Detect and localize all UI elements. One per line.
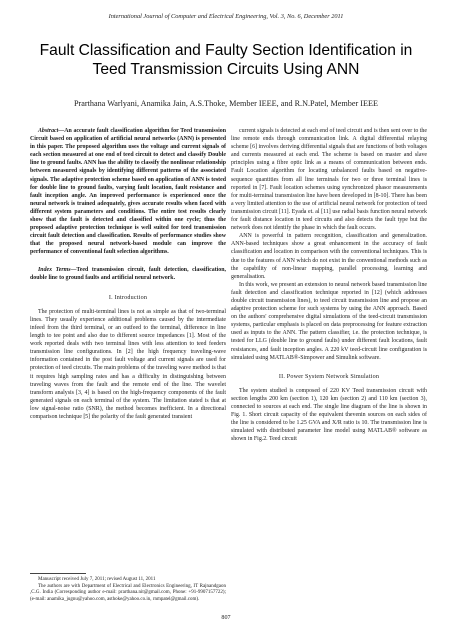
paper-title-line-2: Teed Transmission Circuits Using ANN bbox=[92, 61, 360, 78]
section-heading-simulation: II. Power System Network Simulation bbox=[278, 373, 380, 380]
footnote-divider bbox=[30, 573, 86, 574]
footnote-affiliation: The authors are with Department of Electrical and Electronics Engineering, IT Rajnandgaon ,C.G. India (Corresponding author e-mail: prarthana.nit@gmail.com, Phone: +91-9907157722); (e-mail: anamika_jugnu@yahoo.com, asthoke@yahoo.co.in, rnmpatel@gmail.com). bbox=[30, 583, 226, 602]
body-paragraph-2: ANN is powerful in pattern recognition, classification and generalization. ANN-based techniques show a great enhancement in the accuracy of fault classification and location in comparison with the conventional techniques. This is due to the features of ANN which do not exist in the conventional methods such as the capability of non-linear mapping, parallel processing, learning and generalisation. bbox=[231, 233, 427, 280]
body-paragraph-1: current signals is detected at each end of teed circuit and is then sent over to the line remote ends through communication link. A digital differential relaying scheme [6] involves deriving differential signals that are functions of both voltages and currents measured at each end. The scheme is based on master and slave principles using a fibre optic link as a means of communication between ends. Fault Location algorithm for locating unbalanced faults based on negative-sequence quantities from all line terminals for two or three terminal lines is reported in [7]. Fault location schemes using synchronized phasor measurements for multi-terminal transmission line have been developed in [8-10]. There has been a very limited attention to the use of artificial neural network for protection of teed transmission circuit [11]. Eyada et. al [11] use radial basis function neural network for fault distance location in teed circuits and also detects the fault type but the network does not identify the phase in which the fault occurs. bbox=[231, 128, 427, 232]
paper-title bbox=[20, 41, 432, 79]
intro-paragraph-1: The protection of multi-terminal lines is not as simple as that of two-terminal lines. They usually experience additional problems caused by the intermediate infeed from the third terminal, or an outfeed to the terminal, difference in line length to tee point and also due to different source impedances [1]. Most of the work reported deals with two terminal lines with less attention to teed feeders transmission line configurations. In [2] the high frequency traveling-wave information contained in the post fault voltage and current signals are used for protection of teed circuits. The main problems of the traveling wave method is that it requires high sampling rates and has a difficulty in distinguishing between traveling waves from the fault and the remote end of the line. The wavelet transform analysis [3, 4] is based on the high-frequency components of the fault generated signals on each terminal of the system. The limitation stated is that at low signal-noise ratio (SNR), the method becomes inefficient. In a directional comparison technique [5] the polarity of the fault generated transient bbox=[30, 308, 226, 420]
journal-header: International Journal of Computer and Electrical Engineering, Vol. 3, No. 6, December 2011 bbox=[108, 13, 344, 20]
page-number: 807 bbox=[221, 615, 231, 621]
abstract-label: Abstract bbox=[38, 128, 59, 134]
right-column bbox=[231, 127, 427, 443]
footnote bbox=[30, 577, 226, 603]
left-column bbox=[30, 127, 226, 421]
footnote-manuscript: Manuscript received July 7, 2011; revised August 11, 2011 bbox=[38, 577, 156, 582]
index-terms-text: —Teed transmission circuit, fault detection, classification, double line to ground faults and artificial neural network. bbox=[30, 266, 227, 281]
index-terms-label: Index Terms bbox=[38, 266, 71, 273]
section-heading-introduction: I. Introduction bbox=[108, 294, 148, 301]
paper-title-line-1: Fault Classification and Faulty Section Identification in bbox=[39, 42, 413, 59]
body-paragraph-4: The system studied is composed of 220 KV Teed transmission circuit with section lengths 200 km (section 1), 120 km (section 2) and 110 km (section 3), connected to sources at each end. The single line diagram of the line is shown in Fig. 1. Short circuit capacity of the equivalent thevenin sources on each sides of the line is considered to be 1.25 GVA and X/R ratio is 10. The transmission line is simulated with distributed parameter line model using MATLAB® software as shown in Fig.2. Teed circuit bbox=[231, 387, 427, 443]
abstract-text: —An accurate fault classification algorithm for Teed transmission Circuit based on application of artificial neural networks (ANN) is presented in this paper. The proposed algorithm uses the voltage and current signals of each section measured at one end of teed circuit to detect and classify Double line to ground faults. ANN has the ability to classify the nonlinear relationship between measured signals by identifying different patterns of the associated signals. The adaptive protection scheme based on application of ANN is tested for double line to ground faults, varying fault location, fault resistance and fault inception angle. An improved performance is experienced once the neural network is trained adequately, gives accurate results when faced with different system parameters and conditions. The entire test results clearly show that the fault is detected and classified within one cycle; thus the proposed adaptive protection technique is well suited for teed transmission circuit fault detection and classification. Results of performance studies show that the proposed neural network-based module can improve the performance of conventional fault selection algorithms. bbox=[30, 128, 226, 256]
abstract bbox=[30, 127, 226, 257]
body-paragraph-3: In this work, we present an extension to neural network based transmission line fault detection and classification technique reported in [12] (which addresses double circuit transmission lines), to teed circuit transmission line and propose an adaptive protection scheme for such systems by using the ANN approach. Based on the authors' comprehensive digital simulations of the teed-circuit transmission systems, particular emphasis is placed on data preprocessing for feature extraction used as inputs to the ANN. The pattern classifier, i.e. the protection technique, is tested for LLG (double line to ground faults) under different fault locations, fault resistances, and fault inception angles. A 220 kV teed-circuit line configuration is simulated using MATLAB®-Simpower and Simulink software. bbox=[231, 281, 427, 361]
index-terms bbox=[30, 266, 226, 282]
author-list: Prarthana Warlyani, Anamika Jain, A.S.Thoke, Member IEEE, and R.N.Patel, Member IEEE bbox=[73, 99, 379, 108]
